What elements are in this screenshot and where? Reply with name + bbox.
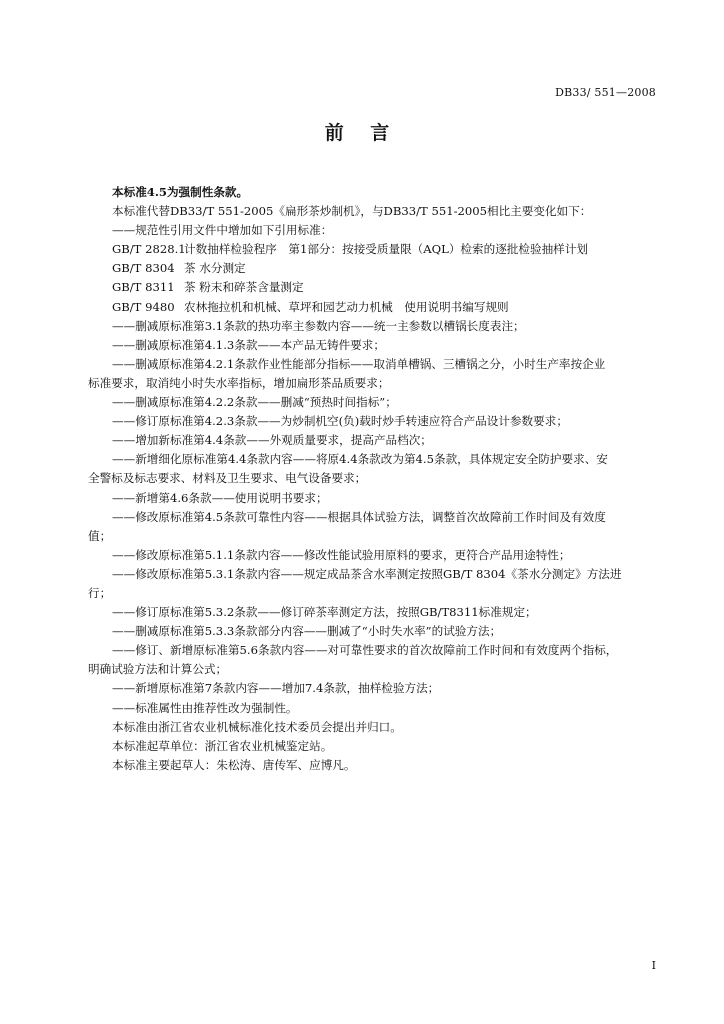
text-line (88, 489, 658, 508)
text-line (88, 374, 658, 393)
line-text: 本标准主要起草人：朱松涛、唐传军、应博凡。 (112, 757, 356, 772)
reference-code: GB/T 9480 (112, 299, 175, 314)
line-text: ——删减原标准第5.3.3条款部分内容——删减了“小时失水率”的试验方法； (112, 624, 502, 639)
reference-code: GB/T 8304 (112, 261, 175, 276)
line-text: 标准要求，取消纯小时失水率指标，增加扁形茶品质要求； (88, 375, 390, 390)
text-line (88, 679, 658, 698)
line-text: ——新增原标准第7条款内容——增加7.4条款，抽样检验方法； (112, 681, 440, 696)
text-line (88, 565, 658, 584)
page-title: 前 言 (324, 122, 400, 144)
text-line (88, 469, 658, 488)
line-text: ——修订、新增原标准第5.6条款内容——对可靠性要求的首次故障前工作时间和有效度两个指标， (112, 643, 618, 658)
line-text: ——新增第4.6条款——使用说明书要求； (112, 490, 328, 505)
line-text: 本标准代替DB33/T 551-2005《扁形茶炒制机》，与DB33/T 551-2005相比主要变化如下： (112, 204, 592, 219)
line-text: ——新增细化原标准第4.4条款内容——将原4.4条款改为第4.5条款，具体规定安全防护要求、安 (112, 452, 608, 467)
text-line (88, 221, 658, 240)
text-line (88, 603, 658, 622)
line-text: 茶 水分测定 (184, 261, 246, 276)
line-text: 明确试验方法和计算公式； (88, 662, 228, 677)
text-line (88, 393, 658, 412)
line-text: 本标准4.5为强制性条款。 (112, 185, 249, 199)
page-number: I (651, 959, 656, 972)
line-text: 全警标及标志要求、材料及卫生要求、电气设备要求； (88, 471, 367, 486)
text-line (88, 450, 658, 469)
line-text: 本标准起草单位：浙江省农业机械鉴定站。 (112, 738, 333, 753)
line-text: 本标准由浙江省农业机械标准化技术委员会提出并归口。 (112, 719, 402, 734)
text-line (88, 298, 658, 317)
line-text: ——修订原标准第4.2.3条款——为炒制机空(负)载时炒手转速应符合产品设计参数要求； (112, 414, 568, 429)
text-line (88, 355, 658, 374)
text-line (88, 317, 658, 336)
reference-code: GB/T 2828.1 (112, 242, 186, 257)
line-text: ——修订原标准第5.3.2条款——修订碎茶率测定方法，按照GB/T8311标准规定； (112, 605, 537, 620)
line-text: 行； (88, 585, 112, 600)
document-body (88, 183, 658, 775)
line-text: ——修改原标准第4.5条款可靠性内容——根据具体试验方法，调整首次故障前工作时间及有效度 (112, 509, 606, 524)
line-text: ——删减原标准第4.2.2条款——删减“预热时间指标”； (112, 395, 397, 410)
line-text: ——修改原标准第5.1.1条款内容——修改性能试验用原料的要求，更符合产品用途特性； (112, 547, 571, 562)
line-text: 计数抽样检验程序 第1部分：按接受质量限（AQL）检索的逐批检验抽样计划 (184, 242, 588, 257)
text-line (88, 336, 658, 355)
text-line (88, 546, 658, 565)
line-text: ——规范性引用文件中增加如下引用标准： (112, 223, 333, 238)
line-text: 茶 粉末和碎茶含量测定 (184, 280, 304, 295)
text-line (88, 641, 658, 660)
text-line (88, 718, 658, 737)
text-line (88, 508, 658, 527)
document-code: DB33/ 551—2008 (555, 86, 656, 99)
text-line (88, 756, 658, 775)
text-line (88, 412, 658, 431)
text-line (88, 660, 658, 679)
text-line (88, 259, 658, 278)
line-text: ——增加新标准第4.4条款——外观质量要求，提高产品档次； (112, 433, 432, 448)
text-line (88, 527, 658, 546)
line-text: ——删减原标准第4.2.1条款作业性能部分指标——取消单槽锅、三槽锅之分，小时生产率按企业 (112, 356, 606, 371)
text-line (88, 737, 658, 756)
line-text: ——标准属性由推荐性改为强制性。 (112, 700, 298, 715)
line-text: ——删减原标准第4.1.3条款——本产品无铸件要求； (112, 337, 385, 352)
line-text: 值； (88, 528, 112, 543)
text-line (88, 278, 658, 297)
text-line (88, 622, 658, 641)
line-text: ——修改原标准第5.3.1条款内容——规定成品茶含水率测定按照GB/T 8304《茶水分测定》方法进 (112, 566, 622, 581)
text-line (88, 240, 658, 259)
text-line (88, 699, 658, 718)
reference-code: GB/T 8311 (112, 280, 175, 295)
text-line (88, 431, 658, 450)
line-text: 农林拖拉机和机械、草坪和园艺动力机械 使用说明书编写规则 (184, 299, 509, 314)
text-line (88, 584, 658, 603)
line-text: ——删减原标准第3.1条款的热功率主参数内容——统一主参数以槽锅长度表注； (112, 318, 525, 333)
text-line (88, 202, 658, 221)
text-line (88, 183, 658, 202)
